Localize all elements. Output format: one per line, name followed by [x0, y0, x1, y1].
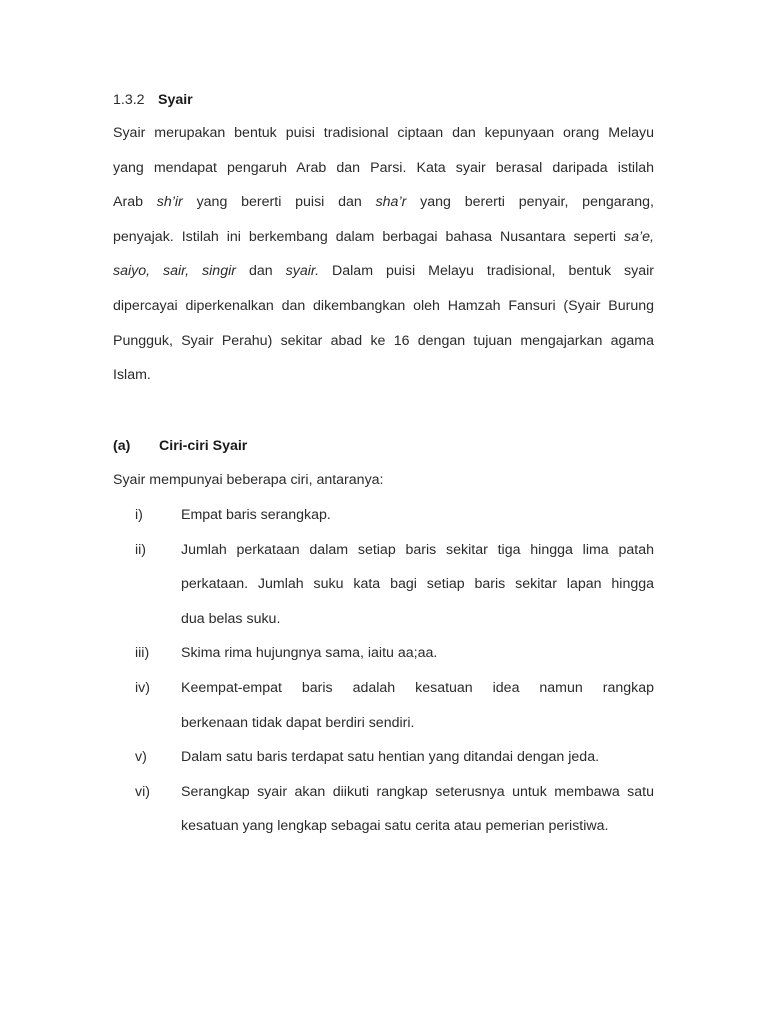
- paragraph-line: Pungguk, Syair Perahu) sekitar abad ke 16 dengan tujuan mengajarkan agama: [113, 332, 654, 349]
- paragraph-line: Islam.: [113, 367, 151, 384]
- paragraph-line: Syair merupakan bentuk puisi tradisional ciptaan dan kepunyaan orang Melayu: [113, 125, 654, 141]
- text-run: Dalam puisi Melayu tradisional, bentuk syair: [332, 263, 655, 280]
- italic-term: sa’e,: [624, 228, 654, 245]
- section-number: 1.3.2: [113, 92, 145, 108]
- text-run: yang bererti penyair, pengarang,: [420, 194, 654, 211]
- list-intro: Syair mempunyai beberapa ciri, antaranya:: [113, 472, 384, 488]
- text-run: dan: [248, 263, 273, 280]
- section-title: Syair: [158, 92, 193, 108]
- list-marker: i): [135, 507, 143, 523]
- italic-term: sha’r: [375, 194, 407, 211]
- subsection-heading: [113, 436, 247, 456]
- paragraph-line: [113, 185, 654, 220]
- section-heading: [113, 90, 193, 110]
- text-run: Arab: [113, 194, 143, 211]
- body-paragraph: [113, 116, 654, 393]
- list-item: [0, 643, 768, 678]
- list-marker: iv): [135, 679, 150, 696]
- list-item-line: dua belas suku.: [181, 610, 281, 627]
- list-item-line: kesatuan yang lengkap sebagai satu cerita atau pemerian peristiwa.: [181, 818, 609, 835]
- list-item-line: Empat baris serangkap.: [181, 507, 331, 523]
- subsection-label: (a): [113, 438, 131, 454]
- paragraph-line: [113, 220, 654, 255]
- italic-term: sh’ir: [156, 194, 183, 211]
- list-item: [0, 678, 768, 747]
- list-item-line: Serangkap syair akan diikuti rangkap seterusnya untuk membawa satu: [181, 783, 654, 800]
- list-item-line: Skima rima hujungnya sama, iaitu aa;aa.: [181, 645, 438, 662]
- text-run: yang bererti puisi dan: [196, 194, 362, 211]
- list-item: [0, 782, 768, 851]
- list-item-line: Keempat-empat baris adalah kesatuan idea namun rangkap: [181, 679, 654, 696]
- list-marker: v): [135, 749, 147, 766]
- subsection-title: Ciri-ciri Syair: [159, 438, 248, 454]
- italic-term: saiyo, sair, singir: [113, 263, 236, 280]
- paragraph-line: yang mendapat pengaruh Arab dan Parsi. Kata syair berasal daripada istilah: [113, 159, 654, 176]
- list-item-line: Jumlah perkataan dalam setiap baris sekitar tiga hingga lima patah: [181, 541, 654, 558]
- list-marker: iii): [135, 645, 150, 662]
- paragraph-line: dipercayai diperkenalkan dan dikembangkan oleh Hamzah Fansuri (Syair Burung: [113, 297, 654, 314]
- list-marker: vi): [135, 783, 150, 800]
- list-item-line: Dalam satu baris terdapat satu hentian yang ditandai dengan jeda.: [181, 749, 600, 766]
- list-item-line: berkenaan tidak dapat berdiri sendiri.: [181, 714, 415, 731]
- list-item: [0, 540, 768, 644]
- feature-list: [0, 505, 768, 851]
- text-run: penyajak. Istilah ini berkembang dalam berbagai bahasa Nusantara seperti: [113, 228, 617, 245]
- list-item-line: perkataan. Jumlah suku kata bagi setiap baris sekitar lapan hingga: [181, 576, 654, 593]
- italic-term: syair.: [285, 263, 320, 280]
- paragraph-line: [113, 254, 654, 289]
- list-marker: ii): [135, 541, 147, 558]
- list-item: [0, 505, 768, 540]
- list-item: [0, 747, 768, 782]
